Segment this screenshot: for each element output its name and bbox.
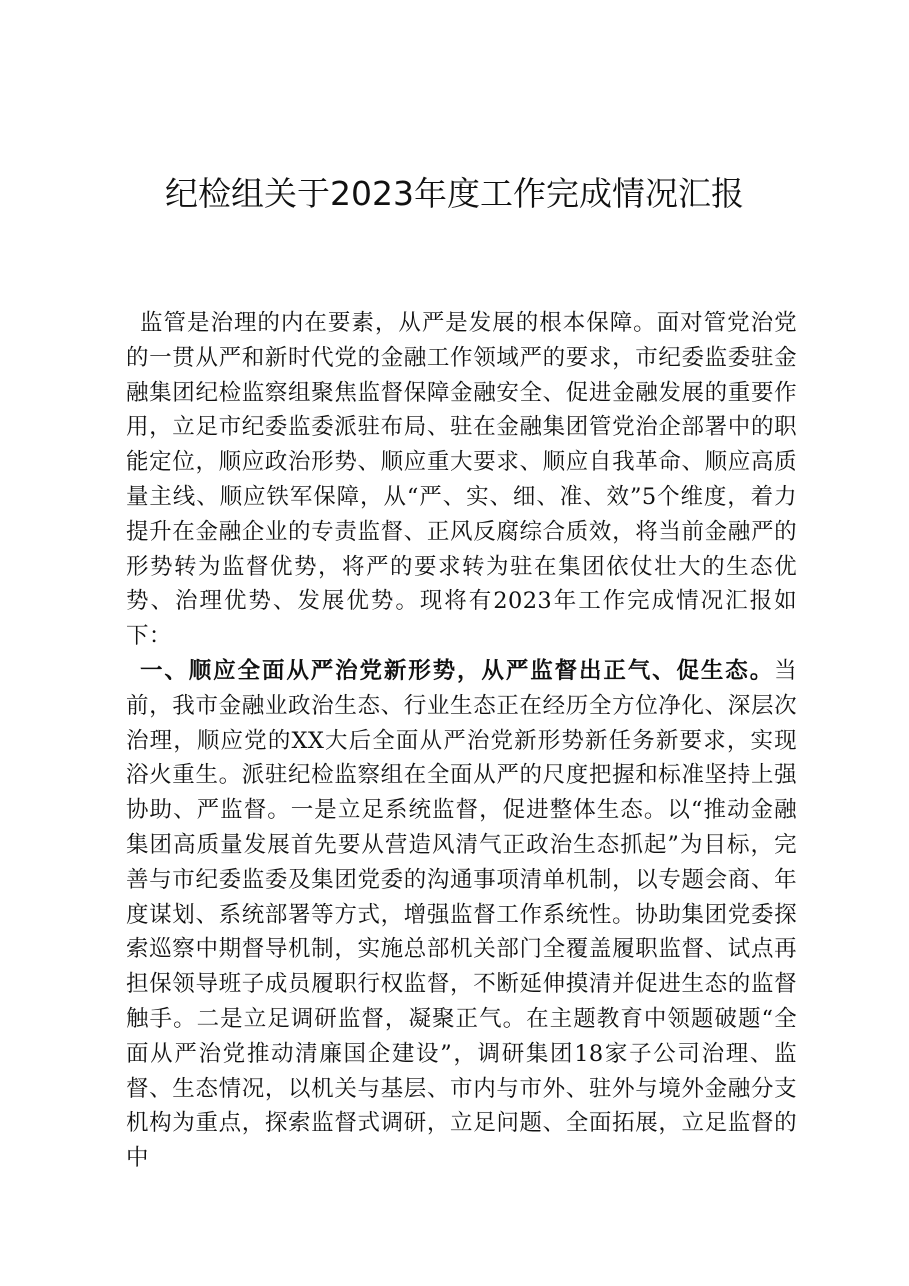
section-1-paragraph xyxy=(126,654,797,1176)
section-1-heading: 一、顺应全面从严治党新形势，从严监督出正气、促生态。 xyxy=(140,657,775,684)
document-body xyxy=(126,306,797,1176)
document-title: 纪检组关于2023年度工作完成情况汇报 xyxy=(165,174,744,213)
section-1-body: 当前，我市金融业政治生态、行业生态正在经历全方位净化、深层次治理，顺应党的XX大后全面从严治党新形势新任务新要求，实现浴火重生。派驻纪检监察组在全面从严的尺度把握和标准坚持上强协助、严监督。一是立足系统监督，促进整体生态。以“推动金融集团高质量发展首先要从营造风清气正政治生态抓起”为目标，完善与市纪委监委及集团党委的沟通事项清单机制，以专题会商、年度谋划、系统部署等方式，增强监督工作系统性。协助集团党委探索巡察中期督导机制，实施总部机关部门全覆盖履职监督、试点再担保领导班子成员履职行权监督，不断延伸摸清并促进生态的监督触手。二是立足调研监督，凝聚正气。在主题教育中领题破题“全面从严治党推动清廉国企建设”，调研集团18家子公司治理、监督、生态情况，以机关与基层、市内与市外、驻外与境外金融分支机构为重点，探索监督式调研，立足问题、全面拓展，立足监督的中 xyxy=(126,657,797,1172)
intro-paragraph: 监管是治理的内在要素，从严是发展的根本保障。面对管党治党的一贯从严和新时代党的金融工作领域严的要求，市纪委监委驻金融集团纪检监察组聚焦监督保障金融安全、促进金融发展的重要作用，立足市纪委监委派驻布局、驻在金融集团管党治企部署中的职能定位，顺应政治形势、顺应重大要求、顺应自我革命、顺应高质量主线、顺应铁军保障，从“严、实、细、准、效”5个维度，着力提升在金融企业的专责监督、正风反腐综合质效，将当前金融严的形势转为监督优势，将严的要求转为驻在集团依仗壮大的生态优势、治理优势、发展优势。现将有2023年工作完成情况汇报如下： xyxy=(126,310,797,650)
